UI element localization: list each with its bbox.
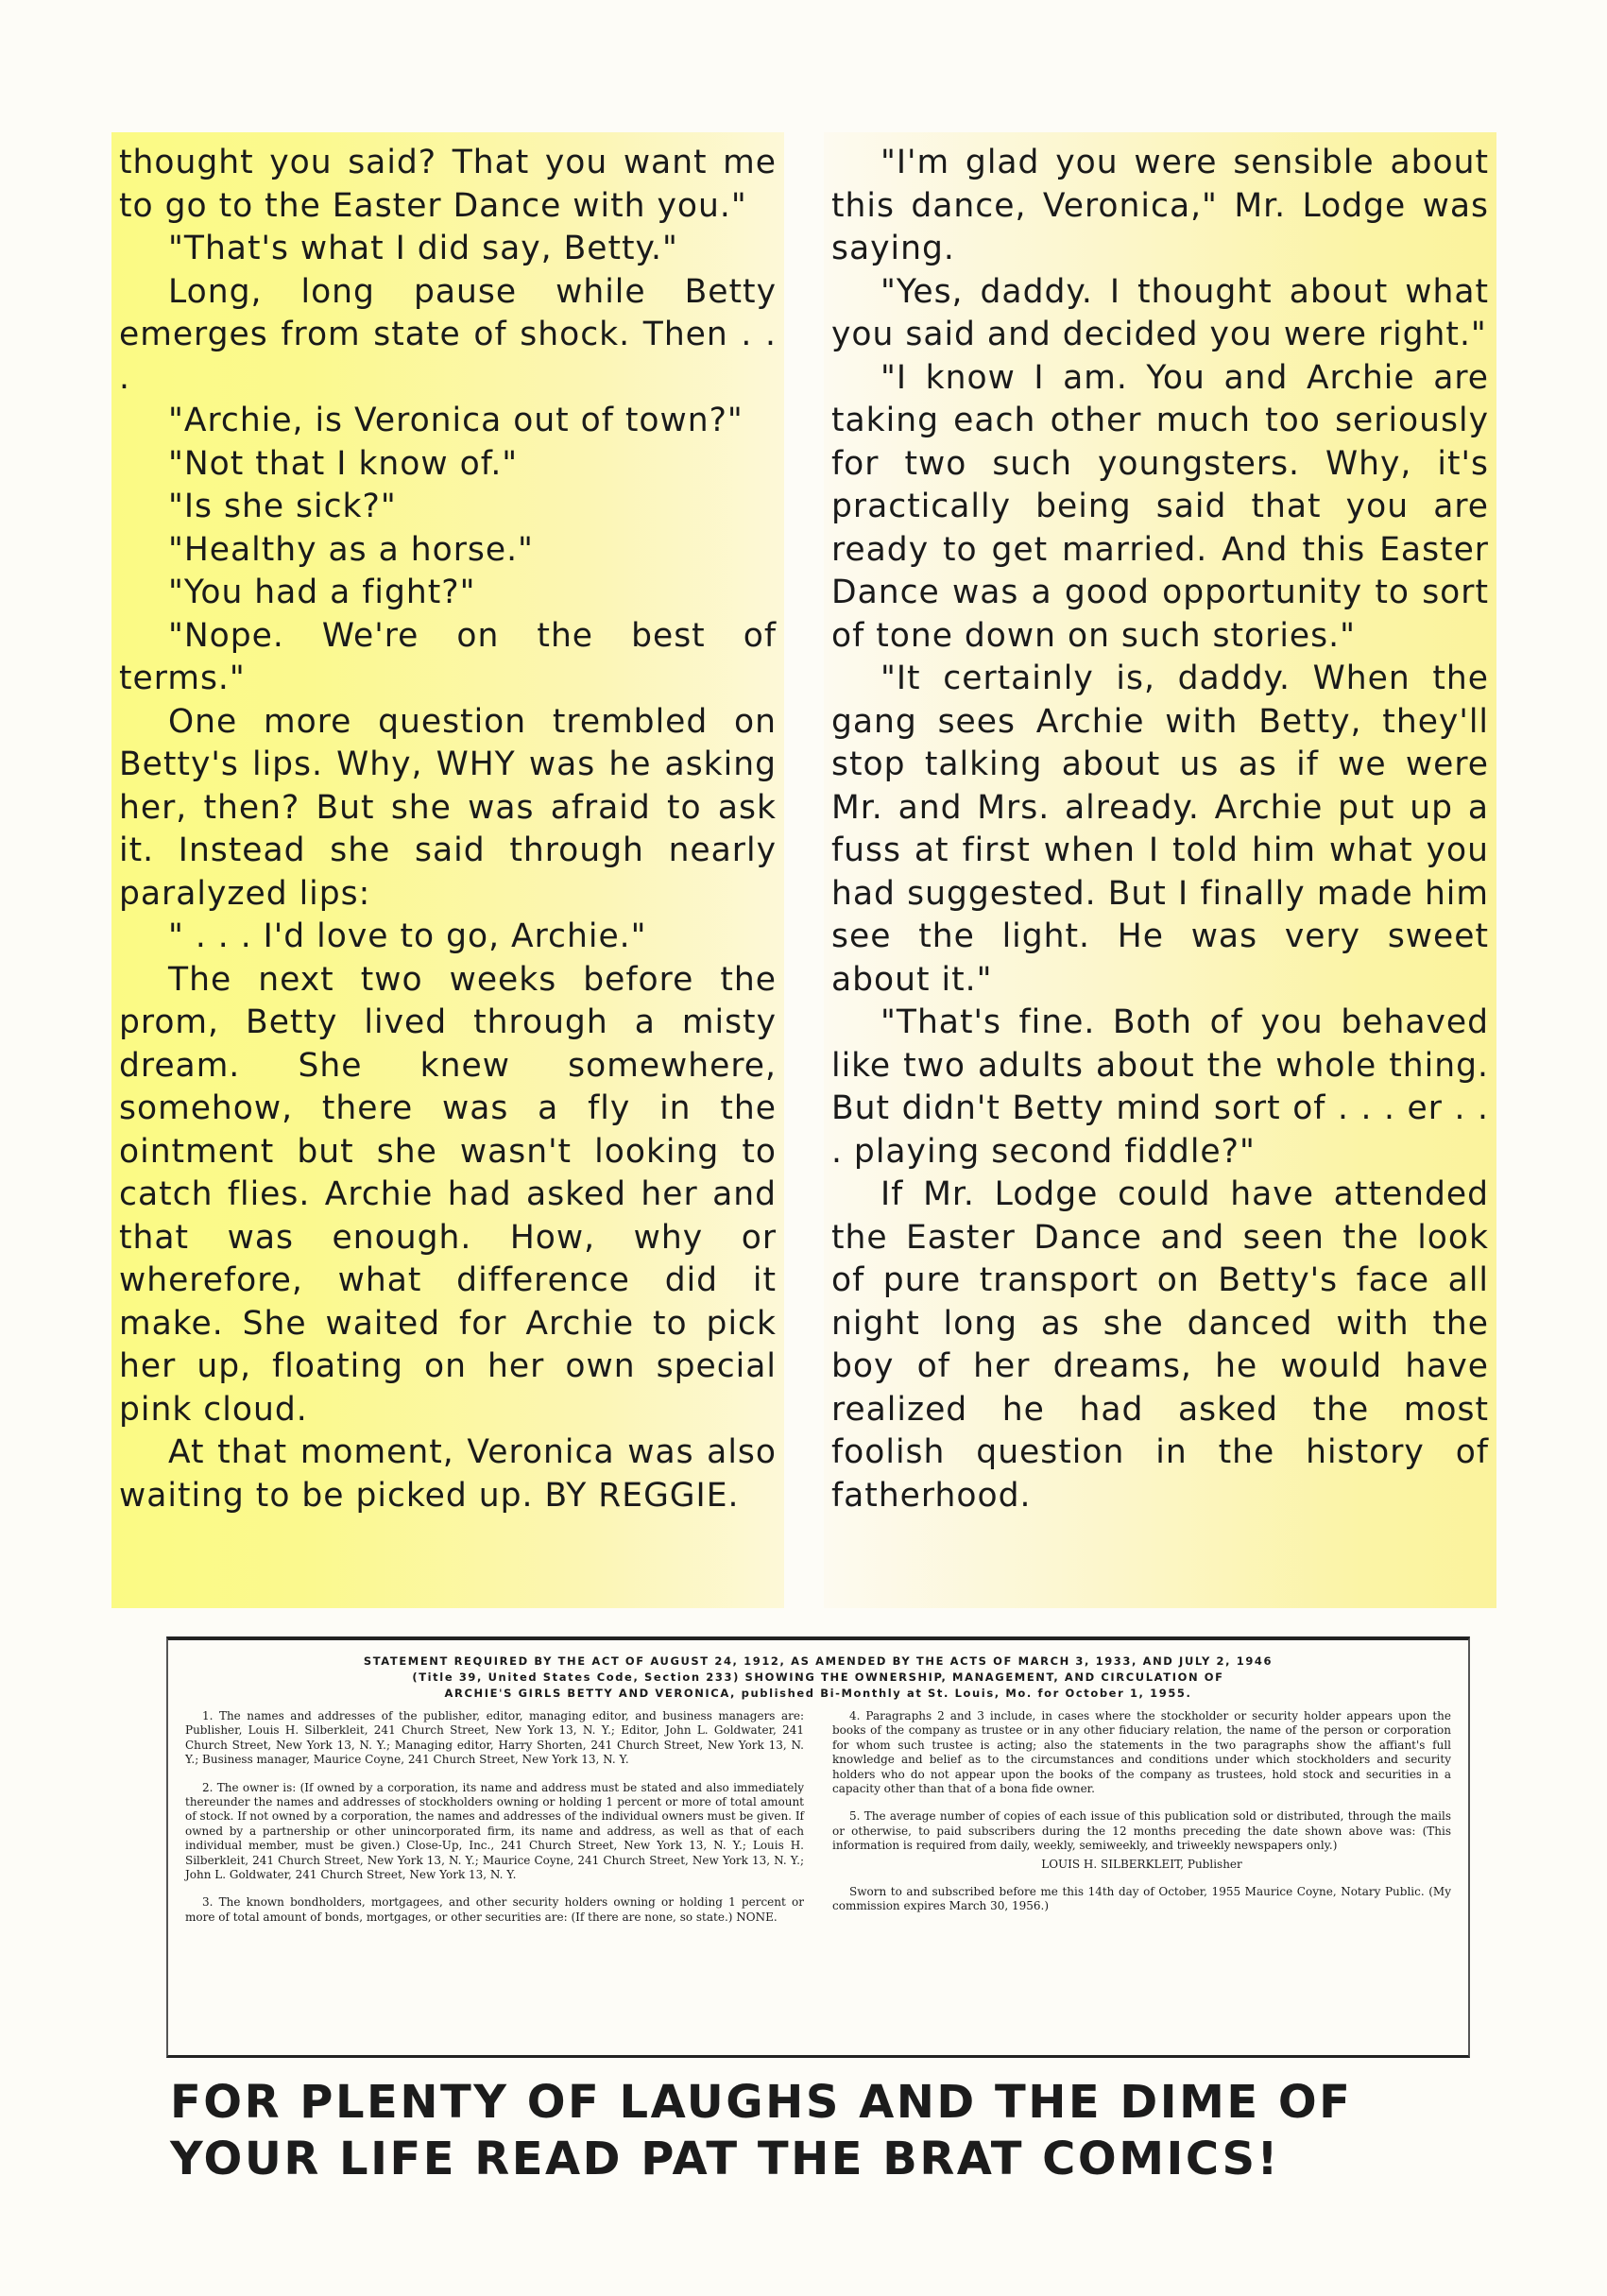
story-paragraph: The next two weeks before the prom, Betty lived through a misty dream. She knew somewhere, somehow, there was a fly in the ointment but she wasn't looking to catch flies. Archie had asked her and that was enough. How, why or wherefore, what difference did it make. She waited for Archie to pick her up, floating on her own special pink cloud.	[119, 960, 777, 1429]
story-left-column	[111, 132, 784, 1608]
story-paragraph: thought you said? That you want me to go to the Easter Dance with you."	[119, 144, 777, 225]
story-paragraph: "I'm glad you were sensible about this dance, Veronica," Mr. Lodge was saying.	[831, 144, 1489, 267]
story-paragraph: "Nope. We're on the best of terms."	[119, 616, 777, 697]
statement-item-5: 5. The average number of copies of each issue of this publication sold or distributed, through the mails or otherwise, to paid subscribers during the 12 months preceding the date shown above was: (This information is required from daily, weekly, semiweekly, and triweekly newspapers only.)	[832, 1809, 1451, 1853]
story-paragraph: "I know I am. You and Archie are taking each other much too seriously for two such youngsters. Why, it's practically being said that you are ready to get married. And this Easter Dance was a good opportunity to sort of tone down on such stories."	[831, 358, 1489, 655]
story-paragraph: At that moment, Veronica was also waiting to be picked up. BY REGGIE.	[119, 1433, 777, 1515]
story-paragraph: "Yes, daddy. I thought about what you said and decided you were right."	[831, 272, 1489, 353]
statement-item-1: 1. The names and addresses of the publisher, editor, managing editor, and business managers are: Publisher, Louis H. Silberkleit, 241 Church Street, New York 13, N. Y.; Editor, John L. Goldwater, 241 Church Street, New York 13, N. Y.; Managing editor, Harry Shorten, 241 Church Street, New York 13, N. Y.; Business manager, Maurice Coyne, 241 Church Street, New York 13, N. Y.	[185, 1709, 804, 1767]
pat-the-brat-ad	[170, 2074, 1474, 2187]
statement-right-column	[832, 1709, 1451, 1928]
story-paragraph: "That's what I did say, Betty."	[168, 230, 678, 267]
story-paragraph: One more question trembled on Betty's lips. Why, WHY was he asking her, then? But she was afraid to ask it. Instead she said through nearly paralyzed lips:	[119, 702, 777, 913]
ownership-statement	[166, 1636, 1470, 2058]
story-text	[111, 132, 1496, 1608]
statement-sworn: Sworn to and subscribed before me this 14th day of October, 1955 Maurice Coyne, Notary Public. (My commission expires March 30, 1956.)	[832, 1885, 1451, 1913]
story-paragraph: If Mr. Lodge could have attended the Easter Dance and seen the look of pure transport on Betty's face all night long as she danced with the boy of her dreams, he would have realized he had asked the most foolish question in the history of fatherhood.	[831, 1175, 1489, 1515]
story-paragraph: Long, long pause while Betty emerges from state of shock. Then . . .	[119, 272, 777, 397]
statement-heading-line-1: STATEMENT REQUIRED BY THE ACT OF AUGUST 24, 1912, AS AMENDED BY THE ACTS OF MARCH 3, 1933, AND JULY 2, 1946	[363, 1654, 1274, 1668]
statement-item-3: 3. The known bondholders, mortgagees, and other security holders owning or holding 1 percent or more of total amount of bonds, mortgages, or other securities are: (If there are none, so state.) NONE.	[185, 1895, 804, 1924]
story-paragraph: "Is she sick?"	[168, 488, 397, 525]
story-paragraph: "Healthy as a horse."	[168, 530, 534, 569]
story-paragraph: " . . . I'd love to go, Archie."	[168, 917, 647, 955]
story-paragraph: "It certainly is, daddy. When the gang sees Archie with Betty, they'll stop talking about us as if we were Mr. and Mrs. already. Archie put up a fuss at first when I told him what you had suggested. But I finally made him see the light. He was very sweet about it."	[831, 660, 1489, 999]
statement-heading-line-3: ARCHIE'S GIRLS BETTY AND VERONICA, published Bi-Monthly at St. Louis, Mo. for October 1, 1955.	[444, 1687, 1192, 1700]
ad-line-1: FOR PLENTY OF LAUGHS AND THE DIME OF	[170, 2076, 1353, 2129]
story-paragraph: "Archie, is Veronica out of town?"	[168, 402, 744, 439]
statement-heading-line-2: (Title 39, United States Code, Section 233) SHOWING THE OWNERSHIP, MANAGEMENT, AND CIRCULATION OF	[412, 1671, 1224, 1684]
statement-heading	[185, 1653, 1451, 1702]
story-paragraph: "That's fine. Both of you behaved like two adults about the whole thing. But didn't Betty mind sort of . . . er . . . playing second fiddle?"	[831, 1003, 1489, 1171]
story-paragraph: "You had a fight?"	[168, 574, 476, 611]
statement-left-column	[185, 1709, 804, 1928]
statement-item-2: 2. The owner is: (If owned by a corporation, its name and address must be stated and also immediately thereunder the names and addresses of stockholders owning or holding 1 percent or more of total amount of stock. If not owned by a corporation, the names and addresses of the individual owners must be given. If owned by a partnership or other unincorporated firm, its name and address, as well as that of each individual member, must be given.) Close-Up, Inc., 241 Church Street, New York 13, N. Y.; Louis H. Silberkleit, 241 Church Street, New York 13, N. Y.; Maurice Coyne, 241 Church Street, New York 13, N. Y.; John L. Goldwater, 241 Church Street, New York 13, N. Y.	[185, 1780, 804, 1882]
story-paragraph: "Not that I know of."	[168, 444, 519, 483]
statement-signature: LOUIS H. SILBERKLEIT, Publisher	[1041, 1857, 1242, 1871]
ad-line-2: YOUR LIFE READ PAT THE BRAT COMICS!	[170, 2133, 1280, 2185]
statement-item-4: 4. Paragraphs 2 and 3 include, in cases where the stockholder or security holder appears upon the books of the company as trustee or in any other fiduciary relation, the name of the person or corporation for whom such trustee is acting; also the statements in the two paragraphs show the affiant's full knowledge and belief as to the circumstances and conditions under which stockholders and security holders who do not appear upon the books of the company as trustees, hold stock and securities in a capacity other than that of a bona fide owner.	[832, 1709, 1451, 1796]
story-right-column	[824, 132, 1496, 1608]
